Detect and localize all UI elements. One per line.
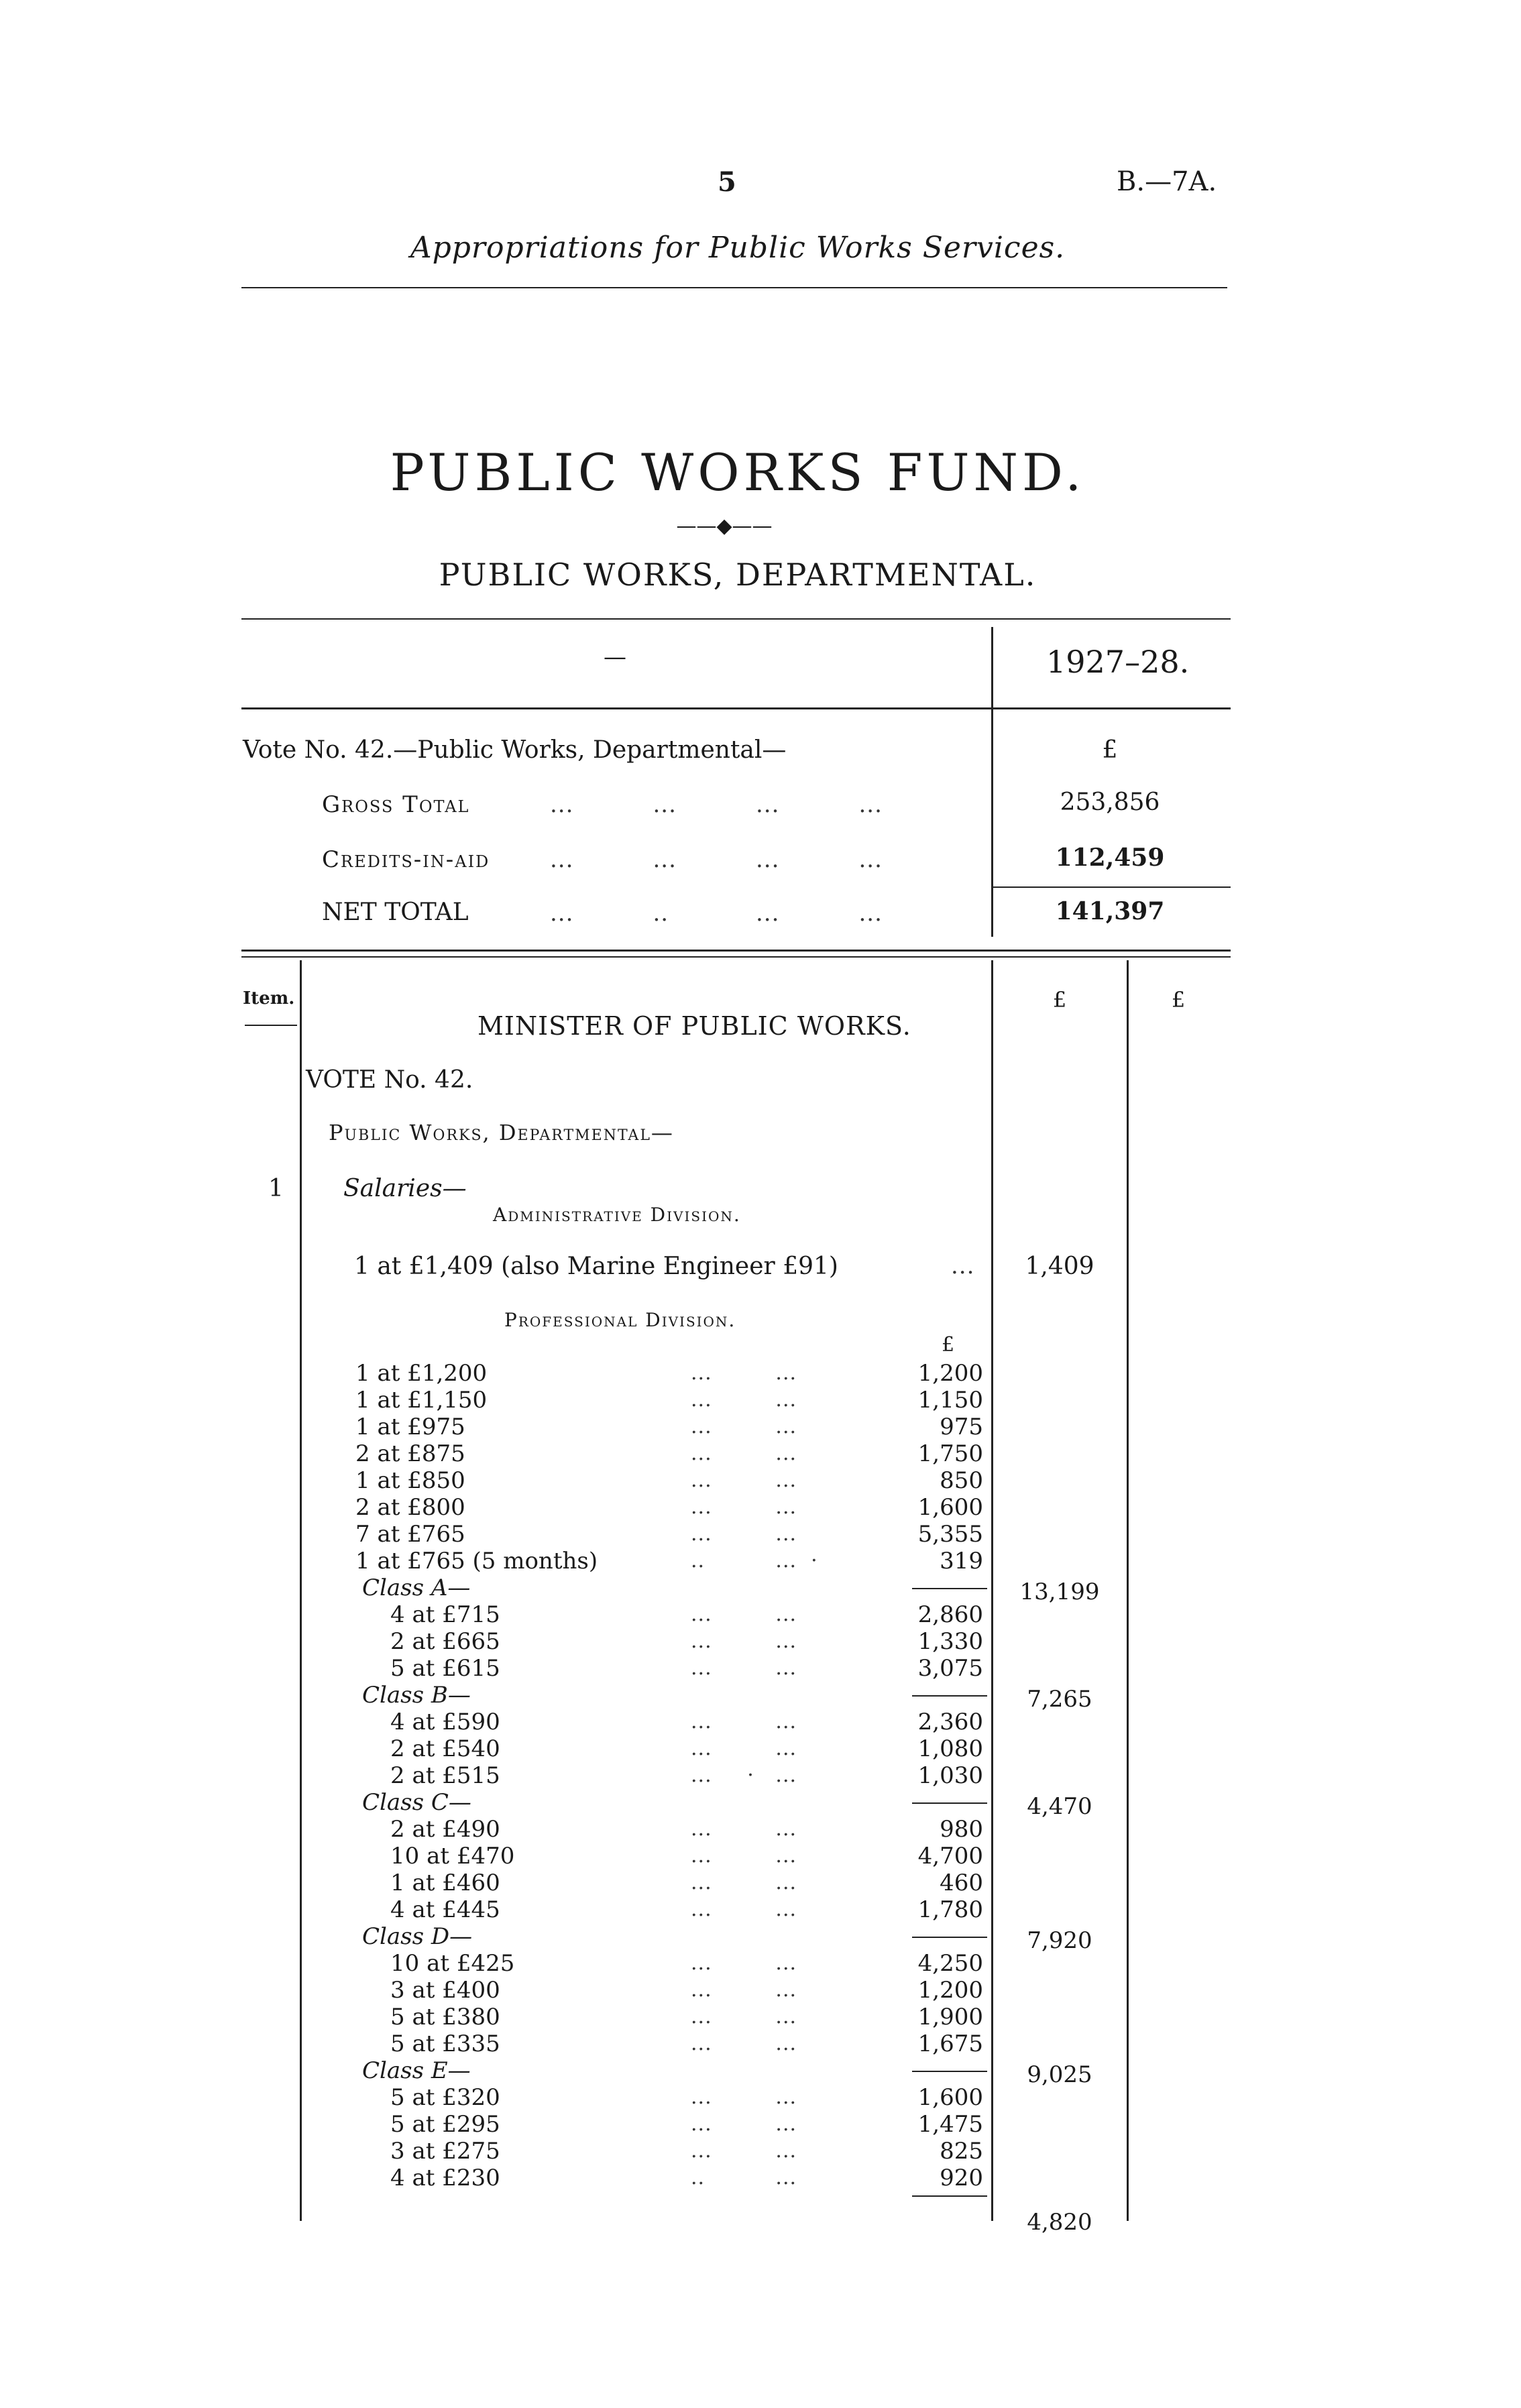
salary-rate: 10 at £470 [390, 1843, 515, 1870]
salary-amount: 1,475 [917, 2111, 983, 2138]
group-subtotal: 4,820 [1027, 2209, 1092, 2236]
salary-amount: 460 [940, 1870, 983, 1896]
summary-row [322, 846, 490, 873]
salary-rate: 2 at £515 [390, 1762, 500, 1789]
class-label: Class C— [362, 1789, 471, 1816]
item-header-rule [245, 1025, 297, 1026]
group-subtotal: 4,470 [1027, 1793, 1092, 1820]
salary-amount: 2,860 [917, 1601, 983, 1628]
header-rule [241, 287, 1227, 288]
summary-year: 1927–28. [1046, 644, 1190, 680]
salary-dots: ... ... [691, 2085, 797, 2109]
minister-heading: MINISTER OF PUBLIC WORKS. [477, 1011, 911, 1041]
salary-rate: 2 at £875 [355, 1440, 465, 1467]
salary-dots: ... ... [691, 1522, 797, 1546]
summary-row-amount: 253,856 [1060, 789, 1160, 816]
group-divider-rule [912, 1937, 987, 1938]
class-label: Class B— [362, 1682, 471, 1709]
salary-amount: 850 [940, 1467, 983, 1494]
admin-salary-amount: 1,409 [1025, 1253, 1094, 1280]
salary-dots: ... ... [691, 1710, 797, 1733]
fund-title: PUBLIC WORKS FUND. [390, 443, 1086, 502]
salary-amount: 1,200 [917, 1977, 983, 2004]
summary-vote-label: Vote No. 42.—Public Works, Departmental— [243, 736, 787, 764]
group-subtotal: 13,199 [1019, 1579, 1100, 1605]
salary-dots: ... ... [691, 1844, 797, 1868]
salary-rate: 1 at £850 [355, 1467, 465, 1494]
salary-rate: 2 at £490 [390, 1816, 500, 1843]
salary-amount: 1,600 [917, 2084, 983, 2111]
salary-rate: 4 at £590 [390, 1709, 500, 1735]
summary-row-label: NET TOTAL [322, 899, 469, 926]
salary-dots: ... ... [691, 1898, 797, 1921]
group-subtotal: 7,265 [1027, 1686, 1092, 1713]
salary-amount: 975 [940, 1414, 983, 1440]
salary-rate: 5 at £295 [390, 2111, 500, 2138]
professional-division-heading: Professional Division. [504, 1309, 736, 1331]
administrative-division-heading: Administrative Division. [493, 1204, 741, 1226]
salary-amount: 3,075 [917, 1655, 983, 1682]
group-divider-rule [912, 1802, 987, 1804]
salary-dots: ... ... [691, 1951, 797, 1975]
class-label: Class A— [362, 1574, 471, 1601]
salary-dots: ... ... [691, 1442, 797, 1465]
salary-dots: ... ... [691, 1817, 797, 1841]
group-divider-rule [912, 2071, 987, 2072]
salary-rate: 3 at £400 [390, 1977, 500, 2004]
summary-currency: £ [1102, 736, 1118, 764]
salary-amount: 980 [940, 1816, 983, 1843]
salary-rate: 4 at £445 [390, 1896, 500, 1923]
salary-rate: 1 at £975 [355, 1414, 465, 1440]
salary-dots: .. ... [691, 2166, 797, 2189]
title-ornament: ——◆—— [676, 514, 773, 538]
admin-salary-dots: ... [951, 1253, 975, 1279]
column-currency: £ [1171, 987, 1186, 1013]
group-divider-rule [912, 1588, 987, 1589]
group-divider-rule [912, 1695, 987, 1697]
summary-row-label: Credits-in-aid [322, 846, 490, 873]
salary-dots: ... ... [691, 1629, 797, 1653]
salary-amount: 4,250 [917, 1950, 983, 1977]
salary-rate: 3 at £275 [390, 2138, 500, 2165]
summary-row-label: Gross Total [322, 791, 470, 818]
salary-dots: ... ... [691, 1469, 797, 1492]
salary-rate: 5 at £335 [390, 2030, 500, 2057]
summary-row-dots: ... ... ... ... [550, 846, 883, 873]
salary-rate: 4 at £230 [390, 2165, 500, 2191]
class-label: Class D— [362, 1923, 473, 1950]
salary-dots: ... ... [691, 1415, 797, 1438]
salary-rate: 1 at £1,150 [355, 1387, 488, 1414]
summary-header-rule [241, 707, 1231, 709]
salary-dots: .. ... · [691, 1549, 818, 1572]
salary-amount: 920 [940, 2165, 983, 2191]
item-number: 1 [268, 1175, 284, 1202]
summary-column-divider [991, 627, 993, 937]
salary-rate: 1 at £460 [390, 1870, 500, 1896]
salary-dots: ... ... [691, 1495, 797, 1519]
salary-rate: 5 at £380 [390, 2004, 500, 2030]
salary-rate: 5 at £615 [390, 1655, 500, 1682]
summary-row-dots: ... .. ... ... [550, 900, 883, 927]
summary-subtotal-rule [993, 886, 1231, 888]
salary-amount: 1,200 [917, 1360, 983, 1387]
vote-subheading: Public Works, Departmental— [329, 1120, 674, 1145]
salary-amount: 4,700 [917, 1843, 983, 1870]
summary-row [322, 791, 470, 818]
salary-dots: ... ... [691, 2032, 797, 2055]
salary-amount: 1,080 [917, 1735, 983, 1762]
salary-rate: 2 at £800 [355, 1494, 465, 1521]
salary-rate: 4 at £715 [390, 1601, 500, 1628]
inner-currency: £ [942, 1333, 955, 1357]
summary-top-rule [241, 618, 1231, 620]
salary-dots: ... ... [691, 2112, 797, 2136]
salary-dots: ... ... [691, 1656, 797, 1680]
admin-salary-line: 1 at £1,409 (also Marine Engineer £91) [354, 1253, 838, 1280]
salary-dots: ... ... [691, 2005, 797, 2028]
salary-amount: 2,360 [917, 1709, 983, 1735]
salary-amount: 5,355 [917, 1521, 983, 1548]
column-currency: £ [1052, 987, 1067, 1013]
salary-amount: 1,030 [917, 1762, 983, 1789]
salary-dots: ... ... [691, 1361, 797, 1385]
summary-bottom-rule-2 [241, 956, 1231, 958]
salary-amount: 1,675 [917, 2030, 983, 2057]
section-title: PUBLIC WORKS, DEPARTMENTAL. [439, 557, 1037, 593]
salary-dots: ... ... [691, 1737, 797, 1760]
salary-amount: 825 [940, 2138, 983, 2165]
salary-rate: 7 at £765 [355, 1521, 465, 1548]
item-column-divider [300, 960, 302, 2221]
group-subtotal: 7,920 [1027, 1927, 1092, 1954]
salaries-heading: Salaries— [343, 1175, 467, 1202]
salary-rate: 10 at £425 [390, 1950, 515, 1977]
salary-rate: 2 at £665 [390, 1628, 500, 1655]
salary-amount: 1,150 [917, 1387, 983, 1414]
salary-amount: 1,900 [917, 2004, 983, 2030]
group-subtotal: 9,025 [1027, 2061, 1092, 2088]
salary-amount: 1,330 [917, 1628, 983, 1655]
salary-dots: ... ... [691, 1978, 797, 2002]
salary-rate: 1 at £1,200 [355, 1360, 488, 1387]
item-header: Item. [243, 988, 295, 1009]
total-column-divider [1127, 960, 1129, 2221]
summary-bottom-rule [241, 950, 1231, 952]
summary-row-dots: ... ... ... ... [550, 791, 883, 818]
salary-dots: ... · ... [691, 1764, 797, 1787]
salary-amount: 319 [940, 1548, 983, 1574]
salary-dots: ... ... [691, 1388, 797, 1412]
salary-rate: 2 at £540 [390, 1735, 500, 1762]
salary-rate: 5 at £320 [390, 2084, 500, 2111]
vote-heading: VOTE No. 42. [306, 1066, 473, 1094]
summary-year-dash: — [604, 644, 626, 671]
salary-amount: 1,750 [917, 1440, 983, 1467]
page-number: 5 [718, 166, 736, 198]
salary-amount: 1,780 [917, 1896, 983, 1923]
group-divider-rule [912, 2195, 987, 2197]
page-subtitle: Appropriations for Public Works Services. [410, 231, 1066, 265]
salary-dots: ... ... [691, 1603, 797, 1626]
summary-row [322, 899, 469, 926]
salary-dots: ... ... [691, 1871, 797, 1894]
salary-rate: 1 at £765 (5 months) [355, 1548, 598, 1574]
summary-row-amount: 141,397 [1055, 897, 1165, 925]
salary-dots: ... ... [691, 2139, 797, 2163]
summary-row-amount: 112,459 [1055, 844, 1165, 872]
salary-amount: 1,600 [917, 1494, 983, 1521]
class-label: Class E— [362, 2057, 471, 2084]
document-reference: B.—7A. [1117, 166, 1217, 197]
